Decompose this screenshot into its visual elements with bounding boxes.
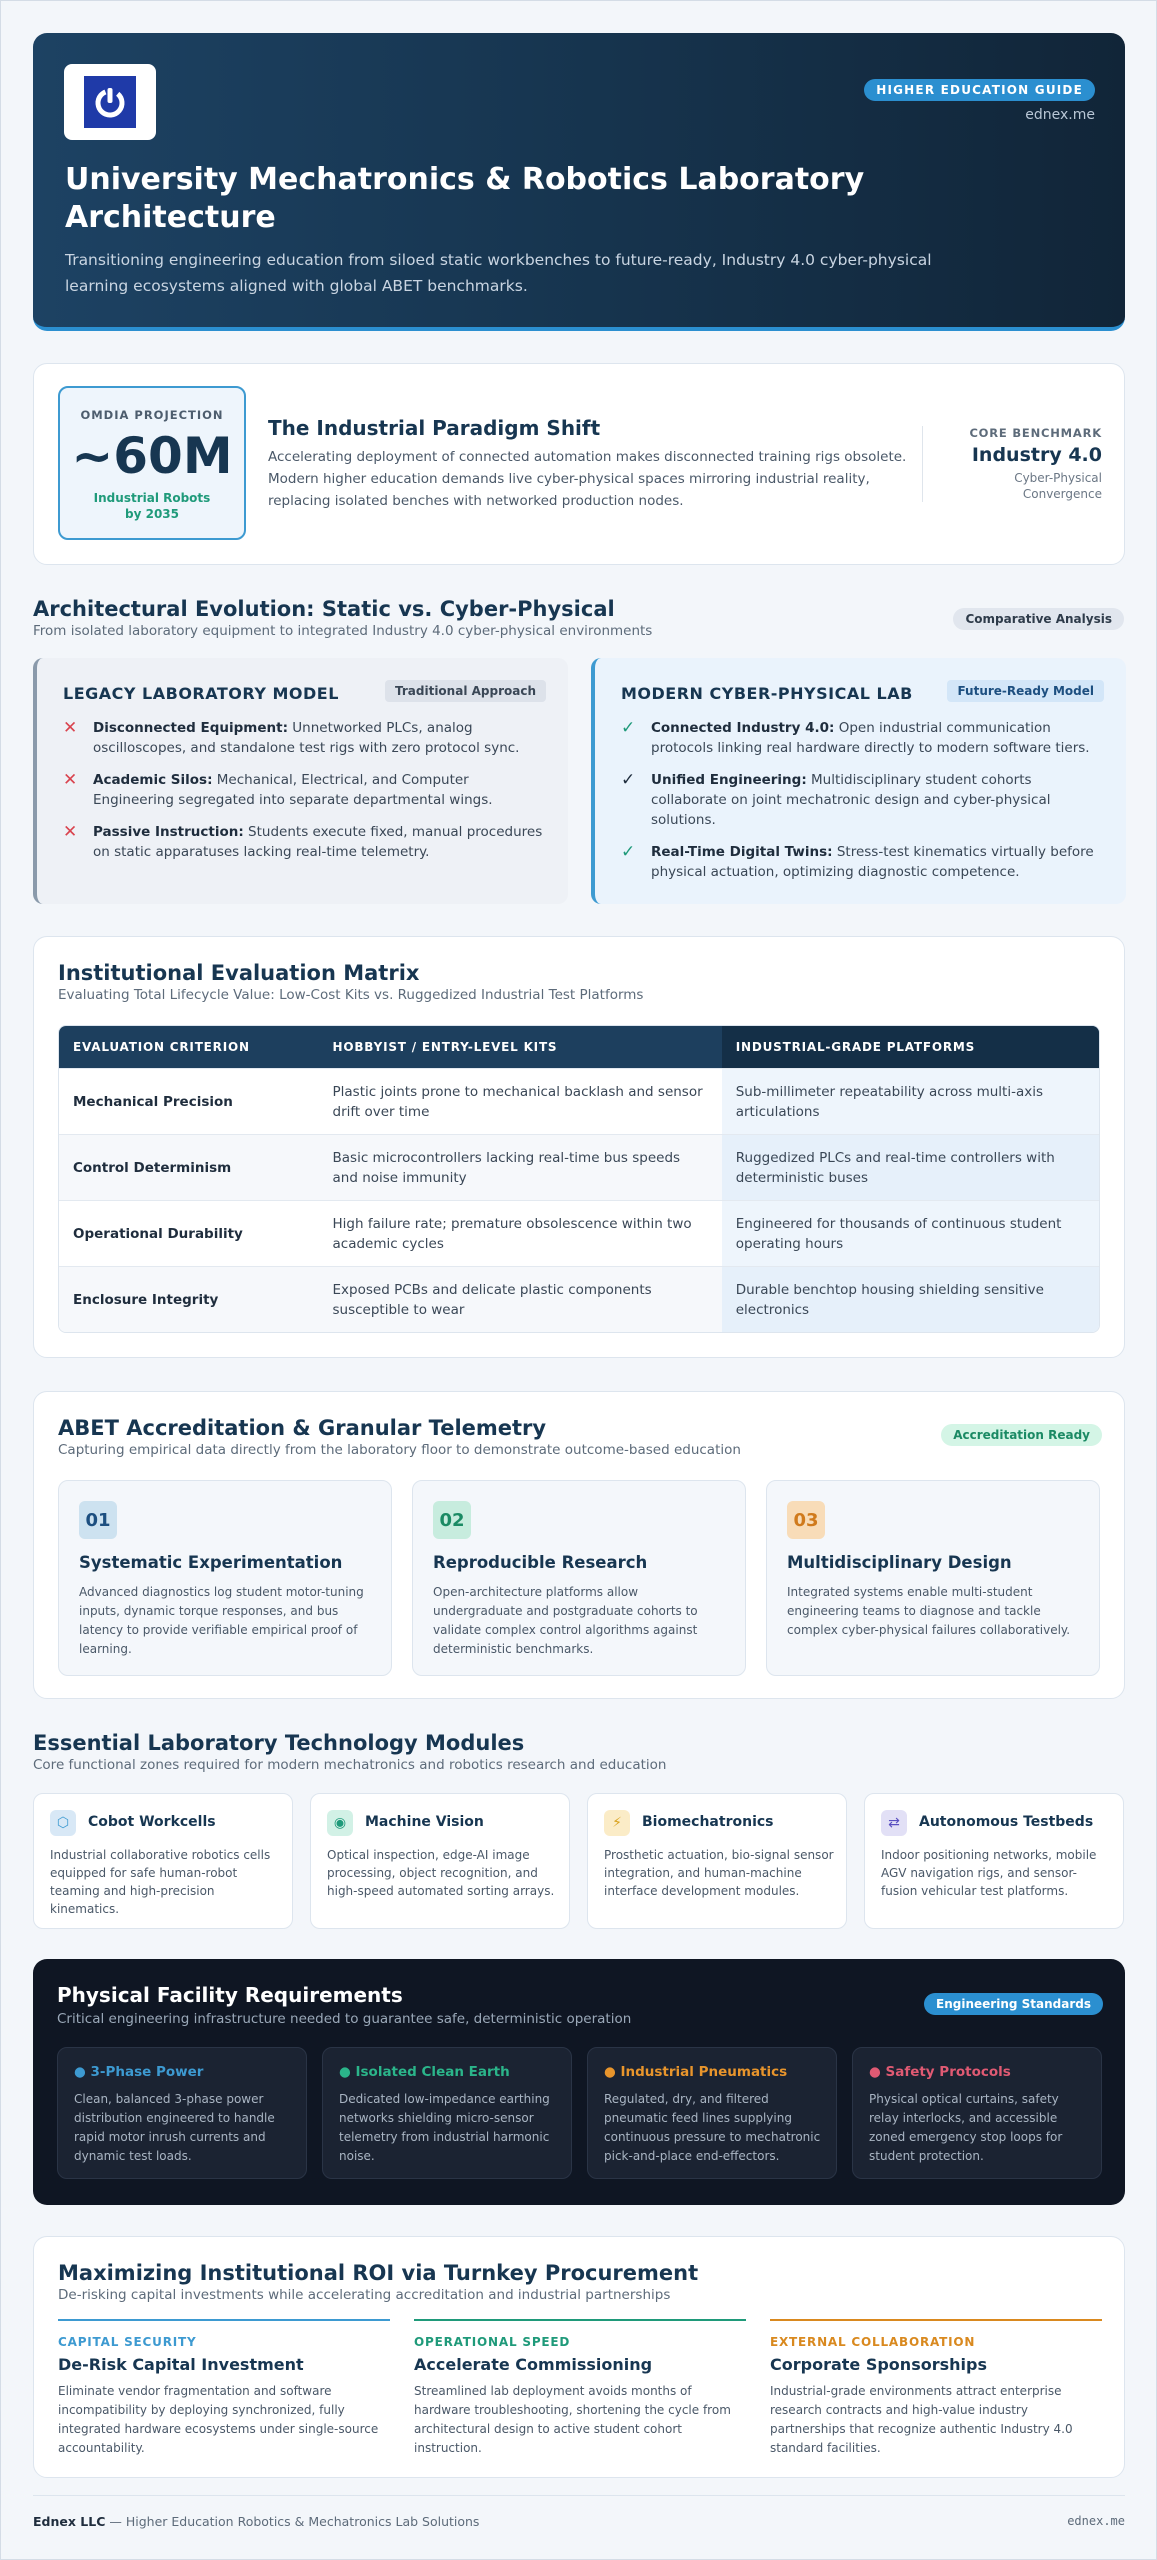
- modern-model-card: [591, 658, 1126, 904]
- industrial-cell: Durable benchtop housing shielding sensitive electronics: [722, 1267, 1099, 1332]
- roi-column: [414, 2319, 746, 2458]
- stat-value: ~60M: [71, 427, 233, 485]
- facility-card: [587, 2047, 837, 2179]
- paradigm-card: [33, 363, 1125, 565]
- table-row: [59, 1266, 1099, 1332]
- facility-card-body: Dedicated low-impedance earthing networks shielding micro-sensor telemetry from industrial harmonic noise.: [339, 2092, 550, 2163]
- check-icon: ✓: [621, 718, 636, 738]
- modern-item: [621, 770, 1101, 830]
- roi-col-title: Corporate Sponsorships: [770, 2355, 987, 2374]
- matrix-subtitle: Evaluating Total Lifecycle Value: Low-Cost Kits vs. Ruggedized Industrial Test Platforms: [58, 987, 644, 1003]
- module-body: Prosthetic actuation, bio-signal sensor integration, and human-machine interface development modules.: [604, 1848, 834, 1898]
- column-header: EVALUATION CRITERION: [73, 1040, 250, 1054]
- accreditation-pill: Accreditation Ready: [941, 1424, 1102, 1446]
- legacy-item-bold: Disconnected Equipment:: [93, 720, 288, 736]
- modern-item-bold: Unified Engineering:: [651, 772, 807, 788]
- abet-feature-card: [412, 1480, 746, 1676]
- site-link[interactable]: ednex.me: [1025, 107, 1095, 123]
- module-body: Optical inspection, edge-AI image processing, object recognition, and high-speed automated sorting arrays.: [327, 1848, 555, 1898]
- paradigm-title: The Industrial Paradigm Shift: [268, 416, 601, 440]
- paradigm-body: Accelerating deployment of connected automation makes disconnected training rigs obsolete. Modern higher education demands live cyber-physical spaces mirroring industrial reality, replacing isolated benches with networked production nodes.: [268, 449, 907, 509]
- industrial-cell: Ruggedized PLCs and real-time controllers with deterministic buses: [722, 1135, 1099, 1200]
- footer-site-link[interactable]: ednex.me: [1067, 2514, 1125, 2528]
- facility-card-body: Clean, balanced 3-phase power distribution engineered to handle rapid motor inrush currents and dynamic test loads.: [74, 2092, 275, 2163]
- column-header: HOBBYIST / ENTRY-LEVEL KITS: [332, 1040, 558, 1054]
- facility-card-title: Safety Protocols: [885, 2064, 1011, 2080]
- legacy-title: LEGACY LABORATORY MODEL: [63, 684, 339, 703]
- legacy-item-bold: Academic Silos:: [93, 772, 213, 788]
- criterion-cell: Control Determinism: [59, 1135, 319, 1200]
- legacy-item: [63, 770, 543, 810]
- abet-subtitle: Capturing empirical data directly from the laboratory floor to demonstrate outcome-based education: [58, 1442, 741, 1458]
- roi-column: [58, 2319, 390, 2458]
- modern-item-text: Multidisciplinary student cohorts collaborate on joint mechatronic design and cyber-physical solutions.: [651, 772, 1051, 828]
- bullet-dot-icon: ●: [604, 2064, 621, 2080]
- hobbyist-cell: Plastic joints prone to mechanical backlash and sensor drift over time: [332, 1083, 703, 1120]
- swap-arrows-icon: ⇄: [881, 1810, 907, 1836]
- modern-title: MODERN CYBER-PHYSICAL LAB: [621, 684, 913, 703]
- abet-feature-card: [766, 1480, 1100, 1676]
- hobbyist-cell: Basic microcontrollers lacking real-time bus speeds and noise immunity: [319, 1135, 722, 1200]
- abet-title: ABET Accreditation & Granular Telemetry: [58, 1416, 547, 1440]
- industrial-cell: Engineered for thousands of continuous student operating hours: [722, 1201, 1099, 1266]
- x-icon: ✕: [63, 822, 78, 842]
- feature-body: Open-architecture platforms allow undergraduate and postgraduate cohorts to validate complex control algorithms against deterministic benchmarks.: [433, 1585, 698, 1656]
- facility-card: [322, 2047, 572, 2179]
- module-card-autonomous: [864, 1793, 1124, 1929]
- modern-item-bold: Connected Industry 4.0:: [651, 720, 835, 736]
- roi-col-body: Industrial-grade environments attract enterprise research contracts and high-value industry partnerships that recognize authentic Industry 4.0 standard facilities.: [770, 2384, 1073, 2455]
- modern-tag: Future-Ready Model: [947, 680, 1104, 702]
- module-card-vision: [310, 1793, 570, 1929]
- module-title: Machine Vision: [365, 1814, 484, 1830]
- logo[interactable]: [64, 64, 156, 140]
- feature-body: Integrated systems enable multi-student engineering teams to diagnose and tackle complex cyber-physical failures collaboratively.: [787, 1585, 1071, 1637]
- facility-card-title: Isolated Clean Earth: [355, 2064, 510, 2080]
- hexagon-icon: ⬡: [50, 1810, 76, 1836]
- table-header-row: [59, 1026, 1099, 1068]
- module-body: Industrial collaborative robotics cells equipped for safe human-robot teaming and high-precision kinematics.: [50, 1848, 271, 1916]
- check-icon: ✓: [621, 770, 636, 790]
- page-title: University Mechatronics & Robotics Laboratory Architecture: [65, 162, 865, 235]
- modules-title: Essential Laboratory Technology Modules: [33, 1731, 525, 1755]
- benchmark: [922, 426, 1102, 502]
- evaluation-table: [58, 1025, 1100, 1333]
- roi-column: [770, 2319, 1102, 2458]
- x-icon: ✕: [63, 718, 78, 738]
- legacy-item-text: Students execute fixed, manual procedures on static apparatuses lacking real-time telemetry.: [93, 824, 543, 860]
- legacy-item-text: Unnetworked PLCs, analog oscilloscopes, and standalone test rigs with zero protocol sync.: [93, 720, 520, 756]
- benchmark-label: CORE BENCHMARK: [969, 426, 1102, 440]
- module-card-cobot: [33, 1793, 293, 1929]
- abet-feature-card: [58, 1480, 392, 1676]
- hero-banner: [33, 33, 1125, 331]
- bullet-dot-icon: ●: [869, 2064, 886, 2080]
- modern-item: [621, 842, 1101, 882]
- feature-title: Reproducible Research: [433, 1553, 648, 1572]
- benchmark-caption: Cyber-Physical Convergence: [1014, 471, 1102, 501]
- power-icon: [84, 76, 136, 128]
- module-title: Autonomous Testbeds: [919, 1814, 1094, 1830]
- eye-icon: ◉: [327, 1810, 353, 1836]
- guide-badge: HIGHER EDUCATION GUIDE: [864, 79, 1095, 101]
- evaluation-matrix-card: [33, 936, 1125, 1358]
- modern-item-text: Stress-test kinematics virtually before physical actuation, optimizing diagnostic competence.: [651, 844, 1094, 880]
- criterion-cell: Enclosure Integrity: [59, 1267, 319, 1332]
- roi-label: OPERATIONAL SPEED: [414, 2335, 571, 2349]
- table-row: [59, 1200, 1099, 1266]
- feature-title: Multidisciplinary Design: [787, 1553, 1012, 1572]
- facility-title: Physical Facility Requirements: [57, 1983, 403, 2007]
- comparative-pill: Comparative Analysis: [953, 608, 1124, 630]
- hobbyist-cell: Exposed PCBs and delicate plastic components susceptible to wear: [319, 1267, 722, 1332]
- roi-label: CAPITAL SECURITY: [58, 2335, 197, 2349]
- legacy-item: [63, 718, 543, 758]
- benchmark-value: Industry 4.0: [971, 444, 1102, 466]
- criterion-cell: Operational Durability: [73, 1225, 243, 1242]
- criterion-cell: Mechanical Precision: [73, 1093, 233, 1110]
- roi-card: [33, 2236, 1125, 2478]
- feature-title: Systematic Experimentation: [79, 1553, 343, 1572]
- modern-item-bold: Real-Time Digital Twins:: [651, 844, 833, 860]
- modules-subtitle: Core functional zones required for modern mechatronics and robotics research and education: [33, 1757, 667, 1773]
- facility-card-title: 3-Phase Power: [90, 2064, 204, 2080]
- module-title: Biomechatronics: [642, 1814, 774, 1830]
- roi-col-title: Accelerate Commissioning: [414, 2355, 653, 2374]
- x-icon: ✕: [63, 770, 78, 790]
- table-row: [59, 1134, 1099, 1200]
- stat-label: OMDIA PROJECTION: [80, 408, 224, 422]
- step-number: 02: [433, 1501, 471, 1539]
- matrix-title: Institutional Evaluation Matrix: [58, 961, 420, 985]
- stat-box: [58, 386, 246, 540]
- roi-col-title: De-Risk Capital Investment: [58, 2355, 304, 2374]
- footer-company: Ednex LLC: [33, 2514, 106, 2529]
- abet-card: [33, 1391, 1125, 1699]
- legacy-item: [63, 822, 543, 862]
- standards-pill: Engineering Standards: [924, 1993, 1103, 2015]
- legacy-model-card: [33, 658, 568, 904]
- hobbyist-cell: High failure rate; premature obsolescence within two academic cycles: [332, 1215, 692, 1252]
- table-row: [59, 1068, 1099, 1134]
- facility-subtitle: Critical engineering infrastructure needed to guarantee safe, deterministic operation: [57, 2011, 632, 2027]
- bullet-dot-icon: ●: [74, 2064, 91, 2080]
- step-number: 01: [79, 1501, 117, 1539]
- facility-card-title: Industrial Pneumatics: [620, 2064, 788, 2080]
- legacy-item-text: Mechanical, Electrical, and Computer Engineering segregated into separate departmental wings.: [93, 772, 493, 808]
- roi-label: EXTERNAL COLLABORATION: [770, 2335, 976, 2349]
- modern-item-text: Open industrial communication protocols linking real hardware directly to modern software tiers.: [651, 720, 1090, 756]
- roi-subtitle: De-risking capital investments while accelerating accreditation and industrial partnerships: [58, 2287, 671, 2303]
- evolution-title: Architectural Evolution: Static vs. Cyber-Physical: [33, 597, 615, 621]
- footer-left: [33, 2514, 479, 2529]
- module-card-biomechatronics: [587, 1793, 847, 1929]
- footer-tagline: — Higher Education Robotics & Mechatronics Lab Solutions: [105, 2514, 480, 2529]
- facility-card-body: Physical optical curtains, safety relay interlocks, and accessible zoned emergency stop loops for student protection.: [869, 2092, 1063, 2163]
- page-subtitle: Transitioning engineering education from siloed static workbenches to future-ready, Industry 4.0 cyber-physical learning ecosystems aligned with global ABET benchmarks.: [65, 251, 932, 295]
- modern-item: [621, 718, 1101, 758]
- stat-caption: Industrial Robots by 2035: [93, 491, 211, 521]
- column-header: INDUSTRIAL-GRADE PLATFORMS: [722, 1026, 1099, 1068]
- facility-panel: [33, 1959, 1125, 2205]
- module-title: Cobot Workcells: [88, 1814, 216, 1830]
- legacy-item-bold: Passive Instruction:: [93, 824, 244, 840]
- bullet-dot-icon: ●: [339, 2064, 356, 2080]
- feature-body: Advanced diagnostics log student motor-tuning inputs, dynamic torque responses, and bus latency to provide verifiable empirical proof of learning.: [79, 1585, 364, 1656]
- check-icon: ✓: [621, 842, 636, 862]
- footer: [33, 2495, 1125, 2529]
- legacy-tag: Traditional Approach: [385, 680, 546, 702]
- roi-title: Maximizing Institutional ROI via Turnkey Procurement: [58, 2261, 699, 2285]
- module-body: Indoor positioning networks, mobile AGV navigation rigs, and sensor-fusion vehicular test platforms.: [881, 1848, 1097, 1898]
- step-number: 03: [787, 1501, 825, 1539]
- facility-card: [852, 2047, 1102, 2179]
- facility-card-body: Regulated, dry, and filtered pneumatic feed lines supplying continuous pressure to mechatronic pick-and-place end-effectors.: [604, 2092, 821, 2163]
- bolt-icon: ⚡: [604, 1810, 630, 1836]
- facility-card: [57, 2047, 307, 2179]
- industrial-cell: Sub-millimeter repeatability across multi-axis articulations: [722, 1069, 1099, 1134]
- evolution-subtitle: From isolated laboratory equipment to integrated Industry 4.0 cyber-physical environments: [33, 623, 653, 639]
- roi-col-body: Eliminate vendor fragmentation and software incompatibility by deploying synchronized, fully integrated hardware ecosystems under single-source accountability.: [58, 2384, 379, 2455]
- roi-col-body: Streamlined lab deployment avoids months of hardware troubleshooting, shortening the cycle from architectural design to active student cohort instruction.: [414, 2384, 731, 2455]
